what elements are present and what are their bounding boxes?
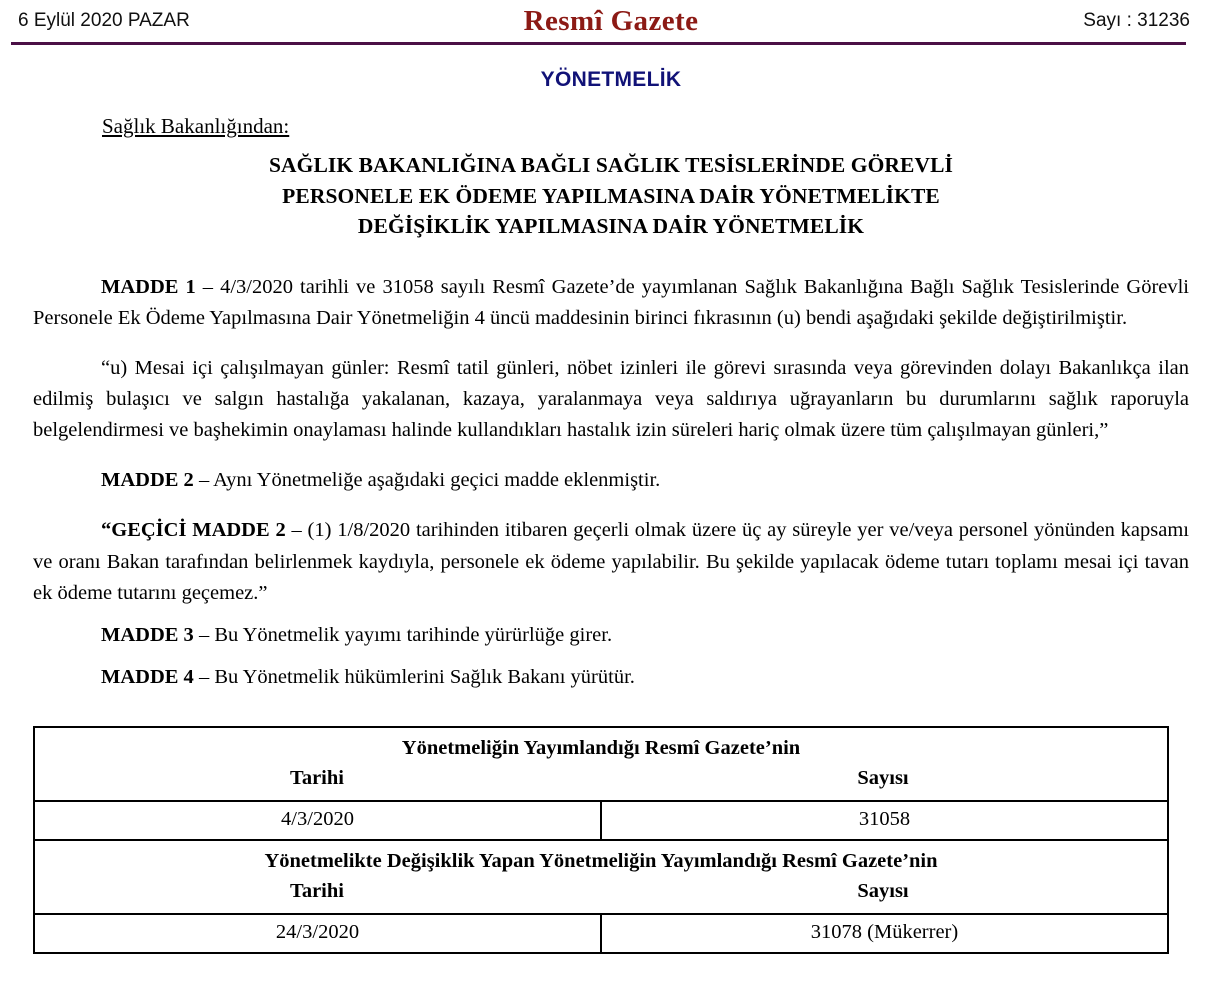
document-title-line-1: SAĞLIK BAKANLIĞINA BAĞLI SAĞLIK TESİSLERİNDE GÖREVLİ bbox=[268, 153, 954, 177]
masthead bbox=[0, 0, 1222, 42]
document-kind-heading: YÖNETMELİK bbox=[540, 68, 682, 91]
provisional-article-2-quote: “ bbox=[101, 519, 112, 542]
amending-regulation-banner: Yönetmelikte Değişiklik Yapan Yönetmeliğin Yayımlandığı Resmî Gazete’nin bbox=[34, 840, 1168, 878]
column-header-number-1: Sayısı bbox=[857, 766, 909, 789]
column-headers-2 bbox=[34, 878, 1168, 914]
original-publication-date: 4/3/2020 bbox=[34, 801, 601, 841]
issue-number: Sayı : 31236 bbox=[1083, 10, 1190, 31]
column-headers-2-inner bbox=[35, 878, 1167, 906]
article-4-label: MADDE 4 bbox=[101, 666, 194, 689]
article-2-label: MADDE 2 bbox=[101, 469, 194, 492]
article-3-label: MADDE 3 bbox=[101, 623, 194, 646]
table-row-data-1 bbox=[34, 801, 1168, 841]
masthead-divider bbox=[11, 42, 1186, 45]
publication-date: 6 Eylül 2020 PAZAR bbox=[18, 10, 190, 31]
column-header-date-1: Tarihi bbox=[290, 766, 344, 789]
issuing-authority bbox=[33, 114, 1189, 139]
article-3-paragraph bbox=[33, 620, 1189, 651]
document-title-line-3: DEĞİŞİKLİK YAPILMASINA DAİR YÖNETMELİK bbox=[357, 214, 865, 239]
document-page bbox=[0, 68, 1222, 954]
article-1-label: MADDE 1 bbox=[101, 275, 196, 298]
article-2-text: – Aynı Yönetmeliğe aşağıdaki geçici madde eklenmiştir. bbox=[193, 469, 661, 492]
amending-publication-date: 24/3/2020 bbox=[34, 914, 601, 954]
original-regulation-banner: Yönetmeliğin Yayımlandığı Resmî Gazete’nin bbox=[34, 727, 1168, 765]
table-row-banner-1 bbox=[34, 727, 1168, 765]
article-4-paragraph bbox=[33, 662, 1189, 693]
article-2-paragraph bbox=[33, 465, 1189, 496]
amending-publication-number: 31078 (Mükerrer) bbox=[601, 914, 1168, 954]
column-header-number-2: Sayısı bbox=[857, 879, 909, 902]
article-1-text: – 4/3/2020 tarihli ve 31058 sayılı Resmî Gazete’de yayımlanan Sağlık Bakanlığına Bağlı Sağlık Tesislerinde Görevli Personele Ek Ödeme Yapılmasına Dair Yönetmeliğin 4 üncü maddesinin birinci fıkrasının (u) bendi aşağıdaki şekilde değiştirilmiştir. bbox=[33, 275, 1190, 329]
article-4-text: – Bu Yönetmelik hükümlerini Sağlık Bakanı yürütür. bbox=[193, 666, 635, 689]
column-headers-1 bbox=[34, 765, 1168, 801]
original-publication-number: 31058 bbox=[601, 801, 1168, 841]
clause-u-paragraph: “u) Mesai içi çalışılmayan günler: Resmî tatil günleri, nöbet izinleri ile görevi sırasında veya görevinden dolayı Bakanlıkça ilan edilmiş bulaşıcı ve salgın hastalığa yakalanan, kazaya, yaralanmaya veya saldırıya uğrayanların bu durumlarını sağlık raporuyla belgelendirmesi ve başhekimin onaylaması halinde kullandıkları hastalık izin süreleri hariç olmak üzere tüm çalışılmayan günleri,” bbox=[33, 356, 1189, 442]
gazette-title: Resmî Gazete bbox=[523, 5, 699, 37]
table-row-colheaders-2 bbox=[34, 878, 1168, 914]
article-1-paragraph bbox=[33, 272, 1189, 334]
issuing-authority-text: Sağlık Bakanlığından: bbox=[102, 114, 290, 138]
table-row-colheaders-1 bbox=[34, 765, 1168, 801]
column-header-date-2: Tarihi bbox=[290, 879, 344, 902]
document-title bbox=[33, 150, 1189, 242]
provisional-article-2-label: GEÇİCİ MADDE 2 bbox=[111, 519, 286, 542]
table-row-banner-2 bbox=[34, 840, 1168, 878]
provisional-article-2-text: – (1) 1/8/2020 tarihinden itibaren geçerli olmak üzere üç ay süreyle yer ve/veya personel yönünden kapsamı ve oranı Bakan tarafından belirlenmek kaydıyla, personele ek ödeme yapılabilir. Bu şekilde yapılacak ödeme tutarı toplamı mesai içi tavan ek ödeme tutarını geçemez.” bbox=[33, 519, 1189, 604]
provisional-article-2-paragraph bbox=[33, 515, 1189, 608]
table-row-data-2 bbox=[34, 914, 1168, 954]
document-title-line-2: PERSONELE EK ÖDEME YAPILMASINA DAİR YÖNETMELİKTE bbox=[282, 183, 940, 208]
article-3-text: – Bu Yönetmelik yayımı tarihinde yürürlüğe girer. bbox=[193, 623, 613, 646]
column-headers-1-inner bbox=[35, 765, 1167, 793]
publication-reference-table bbox=[33, 726, 1169, 954]
